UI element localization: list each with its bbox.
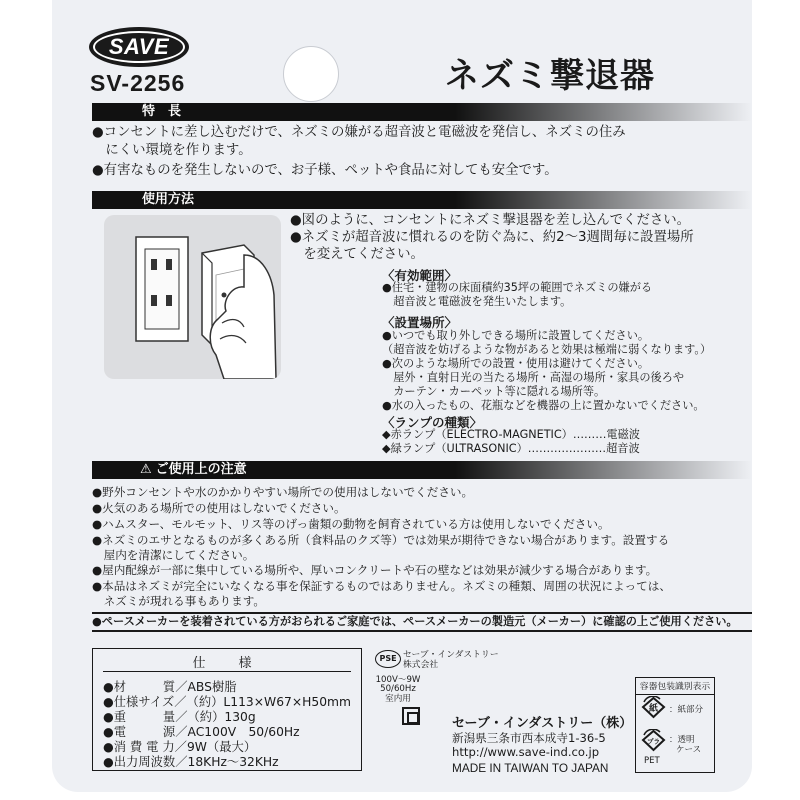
lamp-line: ◆赤ランプ（ELECTRO-MAGNETIC）………電磁波 [382, 428, 640, 441]
placement-heading: 〈設置場所〉 [382, 315, 458, 330]
caution-line: ●野外コンセントや水のかかりやすい場所での使用はしないでください。 [92, 485, 474, 499]
placement-line: ●次のような場所での設置・使用は避けてください。 [382, 357, 650, 370]
lamp-line: ◆緑ランプ（ULTRASONIC）…………………超音波 [382, 442, 640, 455]
range-line: 超音波と電磁波を発生いたします。 [382, 295, 572, 308]
caution-line: 屋内を清潔にしてください。 [92, 548, 255, 562]
usage-heading: 使用方法 [92, 191, 752, 209]
paper-recycle-icon [640, 696, 667, 719]
country-of-origin: MADE IN TAIWAN TO JAPAN [452, 761, 609, 775]
package-card [52, 0, 752, 792]
pse-company-line: 株式会社 [403, 660, 439, 670]
product-title: ネズミ撃退器 [445, 56, 655, 96]
model-number: SV-2256 [90, 70, 186, 96]
manufacturer-name: セーブ・インダストリー（株） [452, 716, 633, 731]
spec-row: ●出力周波数／18KHz～32KHz [103, 755, 279, 769]
rating-line: 100V～9W [375, 675, 421, 685]
usage-illustration [104, 215, 281, 379]
double-insulation-icon [402, 707, 420, 725]
spec-row: ●仕様サイズ／（約）L113×W67×H50mm [103, 695, 352, 709]
caution-line: ネズミが現れる事もあります。 [92, 594, 265, 608]
recycle-marks [635, 677, 715, 773]
usage-line: ●ネズミが超音波に慣れるのを防ぐ為に、約2～3週間毎に設置場所 [290, 230, 694, 245]
usage-line: ●図のように、コンセントにネズミ撃退器を差し込んでください。 [290, 213, 691, 228]
spec-row: ●重 量／（約）130g [103, 710, 256, 724]
plastic-label-line: ：透明 [669, 735, 695, 745]
feature-line: ●有害なものを発生しないので、お子様、ペットや食品に対しても安全です。 [92, 163, 558, 178]
manufacturer-url: http://www.save-ind.co.jp [452, 745, 600, 759]
placement-line: （超音波を妨げるような物があると効果は極端に弱くなります。） [382, 343, 712, 356]
features-heading: 特 長 [92, 103, 752, 121]
save-logo [89, 27, 189, 67]
power-rating [375, 676, 421, 704]
pacemaker-warning: ●ペースメーカーを装着されている方がおられるご家庭では、ペースメーカーの製造元（メーカー）に確認の上ご使用ください。 [92, 612, 752, 632]
paper-label: ：紙部分 [669, 705, 704, 715]
caution-line: ●ハムスター、モルモット、リス等のげっ歯類の動物を飼育されている方は使用しないでください。 [92, 517, 610, 531]
caution-line: ●屋内配線が一部に集中している場所や、厚いコンクリートや石の壁などは効果が減少する場合があります。 [92, 563, 658, 577]
lamps-heading: 〈ランプの種類〉 [382, 415, 483, 430]
warning-icon: ⚠ [140, 462, 152, 477]
range-line: ●住宅・建物の床面積約35坪の範囲でネズミの嫌がる [382, 281, 653, 294]
feature-line: ●コンセントに差し込むだけで、ネズミの嫌がる超音波と電磁波を発信し、ネズミの住み [92, 125, 626, 140]
logo-text: SAVE [108, 34, 170, 59]
plastic-code: PET [644, 756, 660, 766]
paper-mark: 紙 [648, 704, 659, 714]
hang-hole [283, 46, 339, 102]
spec-row: ●消 費 電 力／9W（最大） [103, 740, 257, 754]
plastic-mark: プラ [647, 737, 660, 746]
spec-divider [103, 671, 351, 672]
spec-box [92, 648, 362, 771]
plastic-recycle-icon [640, 729, 667, 752]
placement-line: 屋外・直射日光の当たる場所・高湿の場所・家具の後ろや [382, 371, 685, 384]
spec-heading: 仕 様 [192, 656, 262, 671]
spec-row: ●材 質／ABS樹脂 [103, 680, 237, 694]
placement-line: ●水の入ったもの、花瓶などを機器の上に置かないでください。 [382, 399, 705, 412]
range-heading: 〈有効範囲〉 [382, 268, 458, 283]
caution-line: ●火気のある場所での使用はしないでください。 [92, 501, 346, 515]
caution-heading-label: ご使用上の注意 [155, 462, 247, 477]
spec-row: ●電 源／AC100V 50/60Hz [103, 725, 300, 739]
caution-line: ●ネズミのエサとなるものが多くある所（食料品のクズ等）では効果が期待できない場合があります。設置する [92, 533, 670, 547]
rating-line: 50/60Hz [380, 684, 416, 695]
manufacturer-address: 新潟県三条市西本成寺1-36-5 [452, 731, 606, 745]
feature-line: にくい環境を作ります。 [92, 143, 252, 158]
placement-line: カーテン・カーペット等に隠れる場所等。 [382, 385, 606, 398]
caution-heading [92, 461, 752, 479]
plastic-label-line: ケース [676, 745, 702, 755]
pse-company-line: セーブ・インダストリー [403, 650, 499, 660]
placement-line: ●いつでも取り外しできる場所に設置してください。 [382, 329, 650, 342]
pse-mark-icon: PSE [375, 650, 401, 668]
outlet-hand-illustration [104, 215, 281, 379]
usage-line: を変えてください。 [290, 247, 424, 262]
recycle-title: 容器包装識別表示 [636, 679, 714, 695]
rating-line: 室内用 [385, 693, 411, 704]
caution-line: ●本品はネズミが完全にいなくなる事を保証するものではありません。ネズミの種類、周囲の状況によっては、 [92, 579, 671, 593]
